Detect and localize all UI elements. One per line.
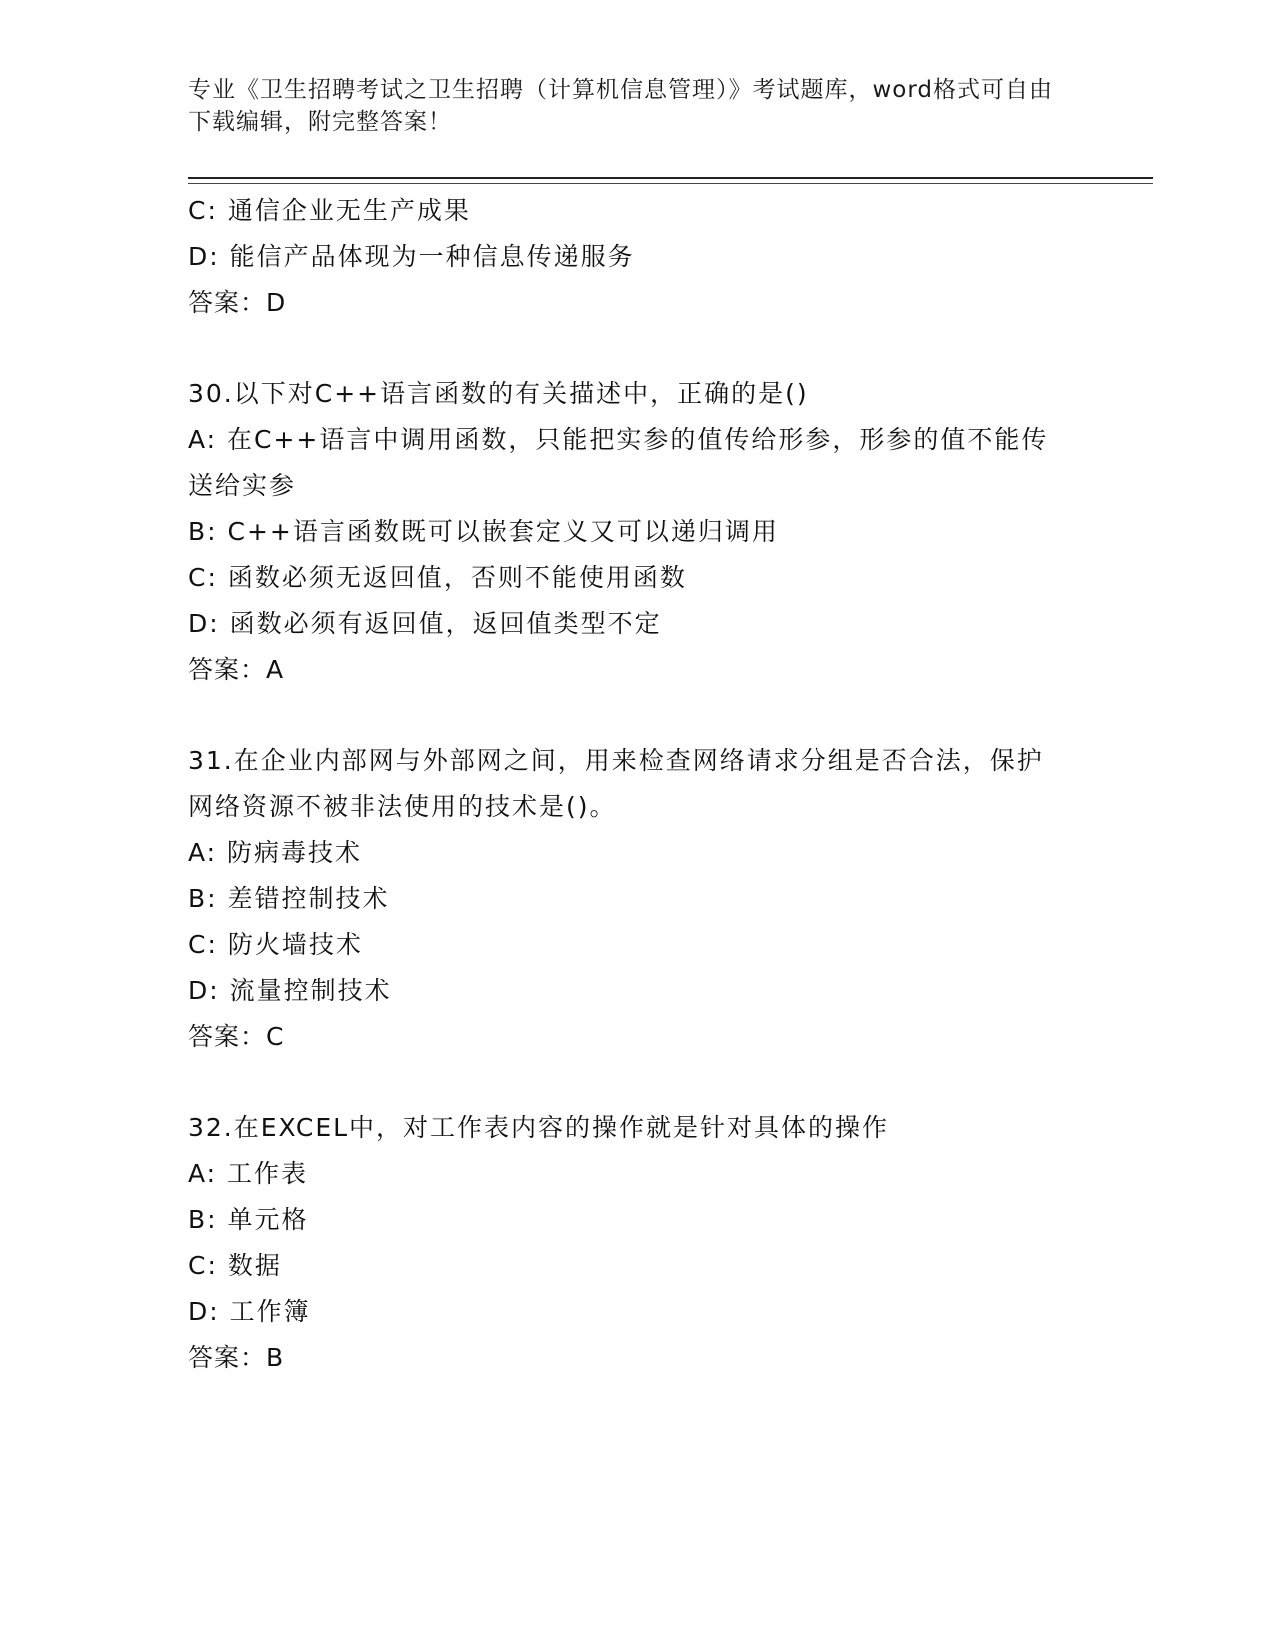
question-block-32 [188, 1105, 1068, 1381]
option-b: B: C++语言函数既可以嵌套定义又可以递归调用 [188, 517, 779, 546]
header-divider-thick [188, 177, 1153, 179]
spacer [188, 326, 1068, 371]
option-d: D: 能信产品体现为一种信息传递服务 [188, 242, 635, 271]
option-a: A: 在C++语言中调用函数，只能把实参的值传给形参，形参的值不能传送给实参 [188, 425, 1049, 500]
spacer [188, 693, 1068, 738]
option-a: A: 工作表 [188, 1159, 309, 1188]
question-stem: 30.以下对C++语言函数的有关描述中，正确的是() [188, 379, 809, 408]
option-a: A: 防病毒技术 [188, 838, 363, 867]
question-block-30 [188, 371, 1068, 693]
document-header: 专业《卫生招聘考试之卫生招聘（计算机信息管理）》考试题库，word格式可自由下载编辑，附完整答案！ [188, 77, 1054, 135]
answer: 答案：C [188, 1022, 285, 1051]
spacer [188, 1060, 1068, 1105]
answer: 答案：A [188, 655, 285, 684]
option-d: D: 流量控制技术 [188, 976, 392, 1005]
question-stem: 32.在EXCEL中，对工作表内容的操作就是针对具体的操作 [188, 1113, 890, 1142]
question-block-31 [188, 738, 1068, 1060]
answer: 答案：D [188, 288, 287, 317]
answer: 答案：B [188, 1343, 285, 1372]
header-divider-thin [188, 183, 1153, 184]
option-c: C: 函数必须无返回值，否则不能使用函数 [188, 563, 687, 592]
option-d: D: 工作簿 [188, 1297, 311, 1326]
option-d: D: 函数必须有返回值，返回值类型不定 [188, 609, 662, 638]
option-b: B: 差错控制技术 [188, 884, 390, 913]
option-b: B: 单元格 [188, 1205, 309, 1234]
option-c: C: 防火墙技术 [188, 930, 363, 959]
option-c: C: 数据 [188, 1251, 282, 1280]
question-block-prev [188, 188, 1068, 326]
option-c: C: 通信企业无生产成果 [188, 196, 471, 225]
question-list [188, 188, 1068, 1381]
question-stem: 31.在企业内部网与外部网之间，用来检查网络请求分组是否合法，保护网络资源不被非法使用的技术是()。 [188, 746, 1044, 821]
